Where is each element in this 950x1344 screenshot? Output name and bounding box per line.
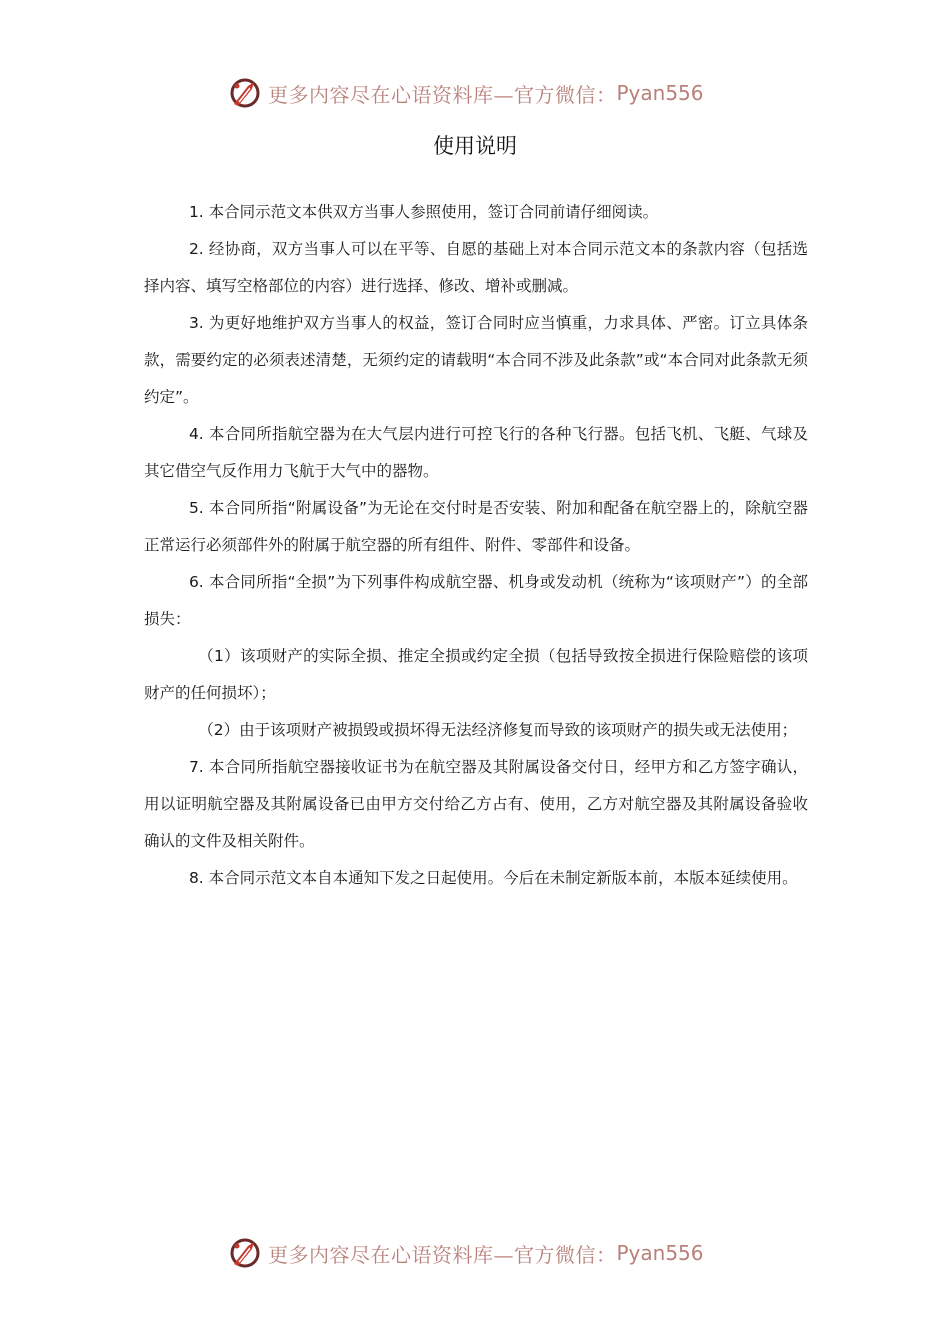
header-watermark-banner [228, 73, 704, 113]
footer-watermark-banner [228, 1233, 704, 1273]
paragraph-3: 3. 为更好地维护双方当事人的权益，签订合同时应当慎重，力求具体、严密。订立具体条款，需要约定的必须表述清楚，无须约定的请载明“本合同不涉及此条款”或“本合同对此条款无须约定”。 [144, 314, 808, 406]
pen-nib-logo-icon [228, 76, 262, 110]
document-title: 使用说明 [433, 134, 517, 158]
document-body [144, 194, 808, 897]
paragraph-8: 8. 本合同示范文本自本通知下发之日起使用。今后在未制定新版本前，本版本延续使用。 [188, 869, 798, 887]
watermark-text: 更多内容尽在心语资料库—官方微信： [268, 82, 617, 107]
paragraph-6-item-2: （2）由于该项财产被损毁或损坏得无法经济修复而导致的该项财产的损失或无法使用； [198, 721, 798, 739]
paragraph-6-item-1: （1）该项财产的实际全损、推定全损或约定全损（包括导致按全损进行保险赔偿的该项财产的任何损坏）； [144, 647, 808, 702]
paragraph-2: 2. 经协商，双方当事人可以在平等、自愿的基础上对本合同示范文本的条款内容（包括选择内容、填写空格部位的内容）进行选择、修改、增补或删减。 [144, 240, 808, 295]
watermark-wechat-id: Pyan556 [616, 81, 704, 105]
paragraph-7: 7. 本合同所指航空器接收证书为在航空器及其附属设备交付日，经甲方和乙方签字确认，用以证明航空器及其附属设备已由甲方交付给乙方占有、使用，乙方对航空器及其附属设备验收确认的文件及相关附件。 [144, 758, 808, 850]
paragraph-5: 5. 本合同所指“附属设备”为无论在交付时是否安装、附加和配备在航空器上的，除航空器正常运行必须部件外的附属于航空器的所有组件、附件、零部件和设备。 [144, 499, 808, 554]
watermark-wechat-id: Pyan556 [616, 1241, 704, 1265]
paragraph-6: 6. 本合同所指“全损”为下列事件构成航空器、机身或发动机（统称为“该项财产”）的全部损失： [144, 573, 808, 628]
watermark-text: 更多内容尽在心语资料库—官方微信： [268, 1242, 617, 1267]
pen-nib-logo-icon [228, 1236, 262, 1270]
paragraph-4: 4. 本合同所指航空器为在大气层内进行可控飞行的各种飞行器。包括飞机、飞艇、气球及其它借空气反作用力飞航于大气中的器物。 [144, 425, 808, 480]
paragraph-1: 1. 本合同示范文本供双方当事人参照使用，签订合同前请仔细阅读。 [188, 203, 659, 221]
